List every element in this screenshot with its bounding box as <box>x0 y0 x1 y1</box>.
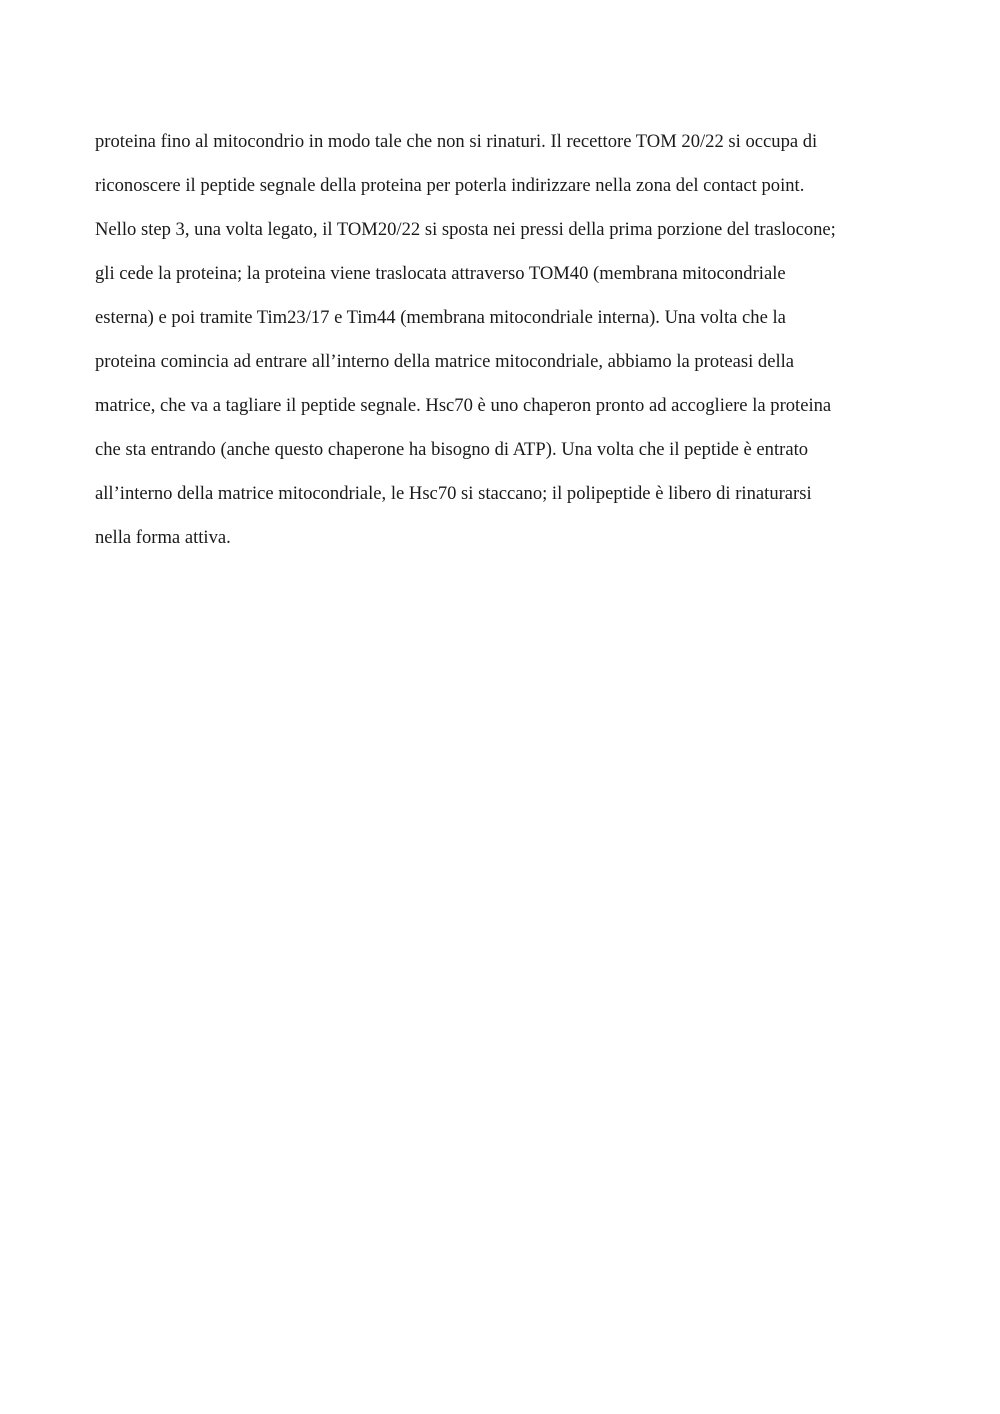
text-line: proteina comincia ad entrare all’interno della matrice mitocondriale, abbiamo la proteasi della <box>95 351 795 372</box>
text-line: riconoscere il peptide segnale della proteina per poterla indirizzare nella zona del contact point. <box>95 175 805 196</box>
text-line: Nello step 3, una volta legato, il TOM20/22 si sposta nei pressi della prima porzione del traslocone; <box>95 219 836 240</box>
text-line: all’interno della matrice mitocondriale, le Hsc70 si staccano; il polipeptide è libero di rinaturarsi <box>95 483 812 504</box>
text-line: nella forma attiva. <box>95 527 231 548</box>
text-line: proteina fino al mitocondrio in modo tale che non si rinaturi. Il recettore TOM 20/22 si occupa di <box>95 131 818 152</box>
text-line: esterna) e poi tramite Tim23/17 e Tim44 (membrana mitocondriale interna). Una volta che la <box>95 307 786 328</box>
text-line: che sta entrando (anche questo chaperone ha bisogno di ATP). Una volta che il peptide è entrato <box>95 439 809 460</box>
body-paragraph <box>95 127 925 567</box>
text-line: matrice, che va a tagliare il peptide segnale. Hsc70 è uno chaperon pronto ad accogliere la proteina <box>95 395 832 416</box>
text-line: gli cede la proteina; la proteina viene traslocata attraverso TOM40 (membrana mitocondriale <box>95 263 786 284</box>
